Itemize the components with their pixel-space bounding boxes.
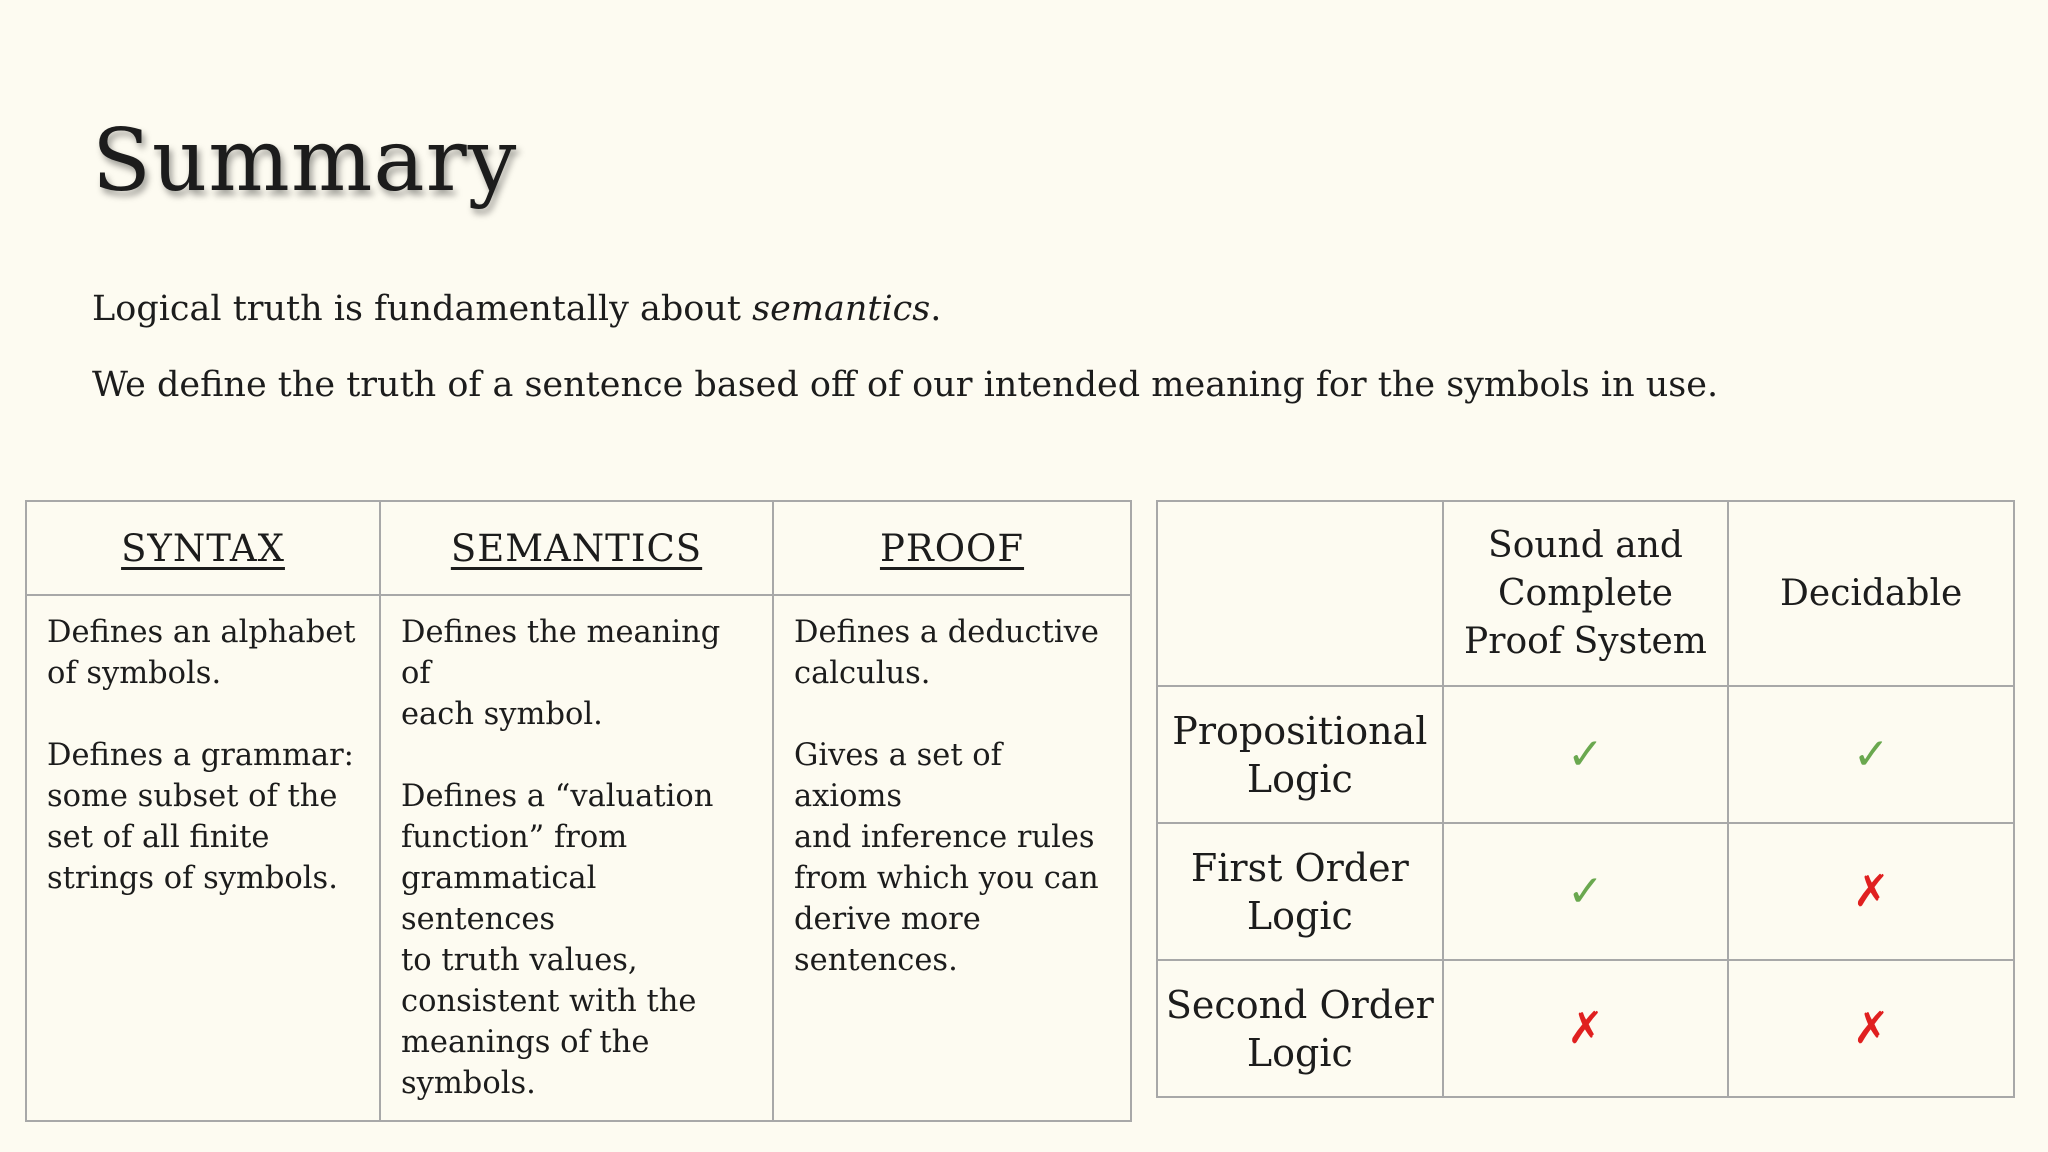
first-order-decidable bbox=[1728, 823, 2014, 960]
header-semantics: SEMANTICS bbox=[380, 501, 773, 595]
table-row bbox=[1157, 960, 2014, 1097]
page-title: Summary bbox=[92, 111, 518, 211]
corner-cell bbox=[1157, 501, 1443, 686]
second-order-sound-complete bbox=[1443, 960, 1729, 1097]
propositional-sound-complete bbox=[1443, 686, 1729, 823]
intro-line-1-prefix: Logical truth is fundamentally about bbox=[92, 289, 753, 329]
table-row bbox=[1157, 823, 2014, 960]
row-label-first-order: First Order Logic bbox=[1157, 823, 1443, 960]
header-proof: PROOF bbox=[773, 501, 1131, 595]
propositional-decidable bbox=[1728, 686, 2014, 823]
cross-icon: ✗ bbox=[1852, 1003, 1890, 1054]
concepts-table bbox=[25, 500, 1132, 1122]
intro-line-1-suffix: . bbox=[930, 289, 942, 329]
syntax-description: Defines an alphabet of symbols. Defines a grammar: some subset of the set of all finite strings of symbols. bbox=[26, 595, 380, 1121]
first-order-sound-complete bbox=[1443, 823, 1729, 960]
logic-header-row bbox=[1157, 501, 2014, 686]
concepts-body-row bbox=[26, 595, 1131, 1121]
intro-line-2: We define the truth of a sentence based off of our intended meaning for the symbols in use. bbox=[92, 365, 1719, 405]
concepts-header-row bbox=[26, 501, 1131, 595]
cross-icon: ✗ bbox=[1567, 1003, 1604, 1054]
intro-line-1 bbox=[92, 288, 941, 330]
row-label-second-order: Second Order Logic bbox=[1157, 960, 1443, 1097]
logic-properties-table bbox=[1156, 500, 2015, 1098]
cross-icon: ✗ bbox=[1852, 866, 1890, 917]
semantics-description: Defines the meaning of each symbol. Defines a “valuation function” from grammatical sentences to truth values, consistent with the meanings of the symbols. bbox=[380, 595, 773, 1121]
check-icon: ✓ bbox=[1567, 729, 1604, 780]
header-decidable: Decidable bbox=[1728, 501, 2014, 686]
check-icon: ✓ bbox=[1852, 729, 1890, 780]
table-row bbox=[1157, 686, 2014, 823]
second-order-decidable bbox=[1728, 960, 2014, 1097]
row-label-propositional: Propositional Logic bbox=[1157, 686, 1443, 823]
header-syntax: SYNTAX bbox=[26, 501, 380, 595]
intro-emphasis: semantics bbox=[752, 289, 931, 329]
header-sound-complete: Sound and Complete Proof System bbox=[1443, 501, 1729, 686]
proof-description: Defines a deductive calculus. Gives a set of axioms and inference rules from which you can derive more sentences. bbox=[773, 595, 1131, 1121]
check-icon: ✓ bbox=[1567, 866, 1604, 917]
